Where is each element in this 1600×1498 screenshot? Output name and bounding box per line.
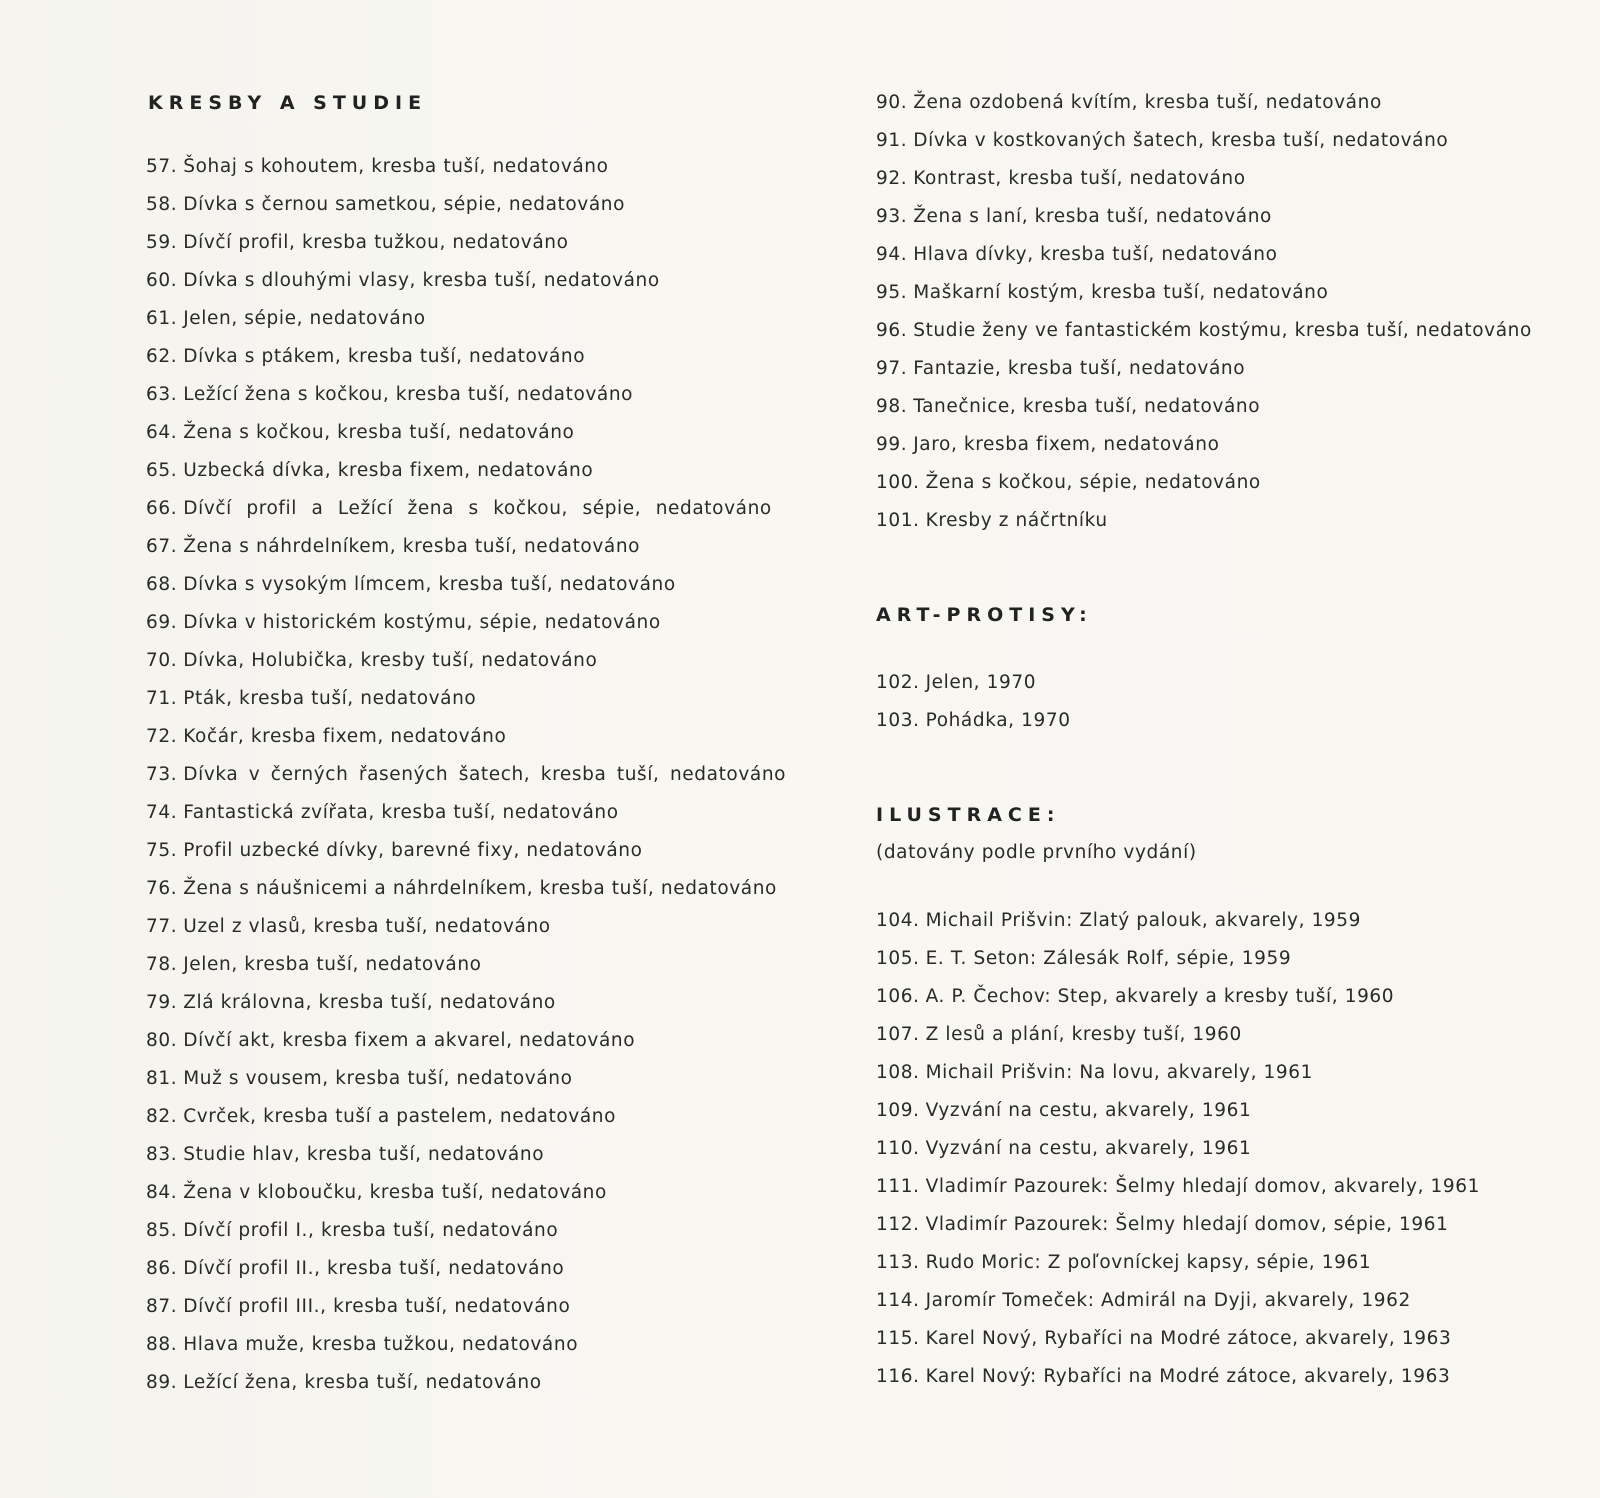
item-number: 59. xyxy=(146,232,178,253)
item-title: Hlava dívky, kresba tuší, nedatováno xyxy=(913,244,1278,265)
list-item xyxy=(876,502,1532,540)
item-number: 67. xyxy=(146,536,178,557)
item-title: Kontrast, kresba tuší, nedatováno xyxy=(913,168,1246,189)
list-item xyxy=(876,1244,1480,1282)
item-title: Hlava muže, kresba tužkou, nedatováno xyxy=(183,1334,579,1355)
item-number: 116. xyxy=(876,1366,920,1387)
item-title: Rudo Moric: Z poľovníckej kapsy, sépie, 1961 xyxy=(925,1252,1372,1273)
item-number: 110. xyxy=(876,1138,920,1159)
item-title: Fantastická zvířata, kresba tuší, nedatováno xyxy=(183,802,619,823)
list-item xyxy=(146,908,786,946)
item-title: Uzel z vlasů, kresba tuší, nedatováno xyxy=(183,916,551,937)
item-number: 108. xyxy=(876,1062,920,1083)
list-item xyxy=(146,528,786,566)
list-item xyxy=(146,186,786,224)
item-title: E. T. Seton: Zálesák Rolf, sépie, 1959 xyxy=(925,948,1292,969)
item-title: Dívka v kostkovaných šatech, kresba tuší, nedatováno xyxy=(913,130,1449,151)
item-number: 79. xyxy=(146,992,178,1013)
item-title: Žena s kočkou, sépie, nedatováno xyxy=(925,472,1261,493)
item-number: 97. xyxy=(876,358,908,379)
item-title: Profil uzbecké dívky, barevné fixy, nedatováno xyxy=(183,840,643,861)
item-number: 68. xyxy=(146,574,178,595)
list-item xyxy=(146,490,786,528)
ilustrace-note: (datovány podle prvního vydání) xyxy=(876,842,1197,863)
item-number: 89. xyxy=(146,1372,178,1393)
list-item xyxy=(146,1250,786,1288)
item-number: 81. xyxy=(146,1068,178,1089)
list-item xyxy=(146,680,786,718)
item-title: Kresby z náčrtníku xyxy=(925,510,1108,531)
item-number: 73. xyxy=(146,764,178,785)
item-number: 102. xyxy=(876,672,920,693)
item-title: Dívčí profil II., kresba tuší, nedatováno xyxy=(183,1258,565,1279)
list-item xyxy=(876,1320,1480,1358)
item-number: 104. xyxy=(876,910,920,931)
list-item xyxy=(146,1326,786,1364)
list-item xyxy=(146,262,786,300)
item-number: 62. xyxy=(146,346,178,367)
list-item xyxy=(146,1022,786,1060)
item-number: 66. xyxy=(146,498,178,519)
item-number: 96. xyxy=(876,320,908,341)
item-title: Dívka s ptákem, kresba tuší, nedatováno xyxy=(183,346,586,367)
item-number: 61. xyxy=(146,308,178,329)
list-item xyxy=(876,122,1532,160)
item-title: Vladimír Pazourek: Šelmy hledají domov, sépie, 1961 xyxy=(925,1214,1449,1235)
item-title: Vladimír Pazourek: Šelmy hledají domov, akvarely, 1961 xyxy=(925,1176,1481,1197)
heading-kresby-a-studie: KRESBY A STUDIE xyxy=(148,92,428,114)
item-number: 112. xyxy=(876,1214,920,1235)
item-title: Žena s kočkou, kresba tuší, nedatováno xyxy=(183,422,575,443)
list-item xyxy=(876,1092,1480,1130)
item-number: 82. xyxy=(146,1106,178,1127)
item-title: Dívka s dlouhými vlasy, kresba tuší, nedatováno xyxy=(183,270,660,291)
list-ilustrace xyxy=(876,902,1480,1396)
list-item xyxy=(146,642,786,680)
item-number: 91. xyxy=(876,130,908,151)
list-item xyxy=(146,1060,786,1098)
item-number: 99. xyxy=(876,434,908,455)
item-number: 83. xyxy=(146,1144,178,1165)
item-number: 58. xyxy=(146,194,178,215)
item-title: Dívčí profil I., kresba tuší, nedatováno xyxy=(183,1220,559,1241)
list-item xyxy=(146,1288,786,1326)
list-kresby-a-studie xyxy=(146,148,786,1402)
item-number: 74. xyxy=(146,802,178,823)
item-number: 64. xyxy=(146,422,178,443)
item-number: 98. xyxy=(876,396,908,417)
list-item xyxy=(146,1098,786,1136)
list-item xyxy=(876,940,1480,978)
item-title: Zlá královna, kresba tuší, nedatováno xyxy=(183,992,556,1013)
list-item xyxy=(876,426,1532,464)
item-title: Žena s náhrdelníkem, kresba tuší, nedatováno xyxy=(183,536,641,557)
list-item xyxy=(876,1168,1480,1206)
item-title: Studie hlav, kresba tuší, nedatováno xyxy=(183,1144,545,1165)
item-title: Michail Prišvin: Zlatý palouk, akvarely, 1959 xyxy=(925,910,1362,931)
list-item xyxy=(146,718,786,756)
list-item xyxy=(876,1130,1480,1168)
list-item xyxy=(146,300,786,338)
item-title: Z lesů a plání, kresby tuší, 1960 xyxy=(925,1024,1242,1045)
item-title: Vyzvání na cestu, akvarely, 1961 xyxy=(925,1138,1252,1159)
item-number: 92. xyxy=(876,168,908,189)
list-item xyxy=(876,350,1532,388)
list-item xyxy=(146,1212,786,1250)
list-item xyxy=(146,756,786,794)
item-title: Žena s laní, kresba tuší, nedatováno xyxy=(913,206,1272,227)
item-title: Michail Prišvin: Na lovu, akvarely, 1961 xyxy=(925,1062,1314,1083)
item-title: Dívka v historickém kostýmu, sépie, nedatováno xyxy=(183,612,661,633)
list-item xyxy=(876,702,1071,740)
item-title: Tanečnice, kresba tuší, nedatováno xyxy=(913,396,1261,417)
list-item xyxy=(146,984,786,1022)
item-title: Dívka, Holubička, kresby tuší, nedatováno xyxy=(183,650,598,671)
item-title: Jelen, kresba tuší, nedatováno xyxy=(183,954,482,975)
item-number: 60. xyxy=(146,270,178,291)
item-number: 85. xyxy=(146,1220,178,1241)
list-item xyxy=(876,1206,1480,1244)
item-title: Fantazie, kresba tuší, nedatováno xyxy=(913,358,1246,379)
list-item xyxy=(146,1364,786,1402)
item-title: Jaro, kresba fixem, nedatováno xyxy=(913,434,1220,455)
item-title: Karel Nový, Rybaříci na Modré zátoce, akvarely, 1963 xyxy=(925,1328,1452,1349)
item-title: Kočár, kresba fixem, nedatováno xyxy=(183,726,507,747)
item-title: Uzbecká dívka, kresba fixem, nedatováno xyxy=(183,460,594,481)
list-item xyxy=(146,338,786,376)
item-number: 72. xyxy=(146,726,178,747)
list-item xyxy=(146,604,786,642)
item-number: 63. xyxy=(146,384,178,405)
heading-art-protisy: ART-PROTISY: xyxy=(876,604,1093,626)
item-title: Žena v kloboučku, kresba tuší, nedatováno xyxy=(183,1182,607,1203)
item-number: 71. xyxy=(146,688,178,709)
item-title: Jelen, sépie, nedatováno xyxy=(183,308,426,329)
item-number: 115. xyxy=(876,1328,920,1349)
item-number: 100. xyxy=(876,472,920,493)
list-item xyxy=(146,870,786,908)
item-title: Dívčí akt, kresba fixem a akvarel, nedatováno xyxy=(183,1030,636,1051)
list-item xyxy=(876,464,1532,502)
list-kresby-continued xyxy=(876,84,1532,540)
item-title: Dívčí profil, kresba tužkou, nedatováno xyxy=(183,232,569,253)
heading-ilustrace: ILUSTRACE: xyxy=(876,804,1061,826)
item-number: 105. xyxy=(876,948,920,969)
item-number: 103. xyxy=(876,710,920,731)
item-number: 76. xyxy=(146,878,178,899)
item-title: Vyzvání na cestu, akvarely, 1961 xyxy=(925,1100,1252,1121)
item-title: Šohaj s kohoutem, kresba tuší, nedatováno xyxy=(183,156,609,177)
list-item xyxy=(876,978,1480,1016)
item-number: 88. xyxy=(146,1334,178,1355)
list-item xyxy=(876,1016,1480,1054)
list-item xyxy=(146,452,786,490)
list-item xyxy=(876,664,1071,702)
item-number: 57. xyxy=(146,156,178,177)
item-title: Ležící žena, kresba tuší, nedatováno xyxy=(183,1372,542,1393)
item-number: 84. xyxy=(146,1182,178,1203)
list-item xyxy=(876,198,1532,236)
item-number: 106. xyxy=(876,986,920,1007)
item-title: Žena ozdobená kvítím, kresba tuší, nedatováno xyxy=(913,92,1382,113)
list-item xyxy=(876,388,1532,426)
item-title: Maškarní kostým, kresba tuší, nedatováno xyxy=(913,282,1329,303)
list-item xyxy=(876,274,1532,312)
item-title: Jelen, 1970 xyxy=(925,672,1037,693)
list-item xyxy=(876,160,1532,198)
item-title: Ležící žena s kočkou, kresba tuší, nedatováno xyxy=(183,384,634,405)
item-title: Muž s vousem, kresba tuší, nedatováno xyxy=(183,1068,573,1089)
item-number: 87. xyxy=(146,1296,178,1317)
item-title: Dívka s černou sametkou, sépie, nedatováno xyxy=(183,194,626,215)
list-item xyxy=(146,1136,786,1174)
list-item xyxy=(146,946,786,984)
item-number: 109. xyxy=(876,1100,920,1121)
list-item xyxy=(876,1054,1480,1092)
item-number: 70. xyxy=(146,650,178,671)
list-item xyxy=(146,1174,786,1212)
item-number: 101. xyxy=(876,510,920,531)
item-title: Jaromír Tomeček: Admirál na Dyji, akvarely, 1962 xyxy=(925,1290,1411,1311)
item-number: 95. xyxy=(876,282,908,303)
item-number: 107. xyxy=(876,1024,920,1045)
list-item xyxy=(146,414,786,452)
item-title: Pohádka, 1970 xyxy=(925,710,1071,731)
list-item xyxy=(876,1282,1480,1320)
item-title: A. P. Čechov: Step, akvarely a kresby tuší, 1960 xyxy=(925,986,1395,1007)
item-number: 111. xyxy=(876,1176,920,1197)
list-art-protisy xyxy=(876,664,1071,740)
list-item xyxy=(146,794,786,832)
item-number: 94. xyxy=(876,244,908,265)
item-title: Dívčí profil a Ležící žena s kočkou, sépie, nedatováno xyxy=(183,498,772,519)
item-number: 113. xyxy=(876,1252,920,1273)
item-title: Studie ženy ve fantastickém kostýmu, kresba tuší, nedatováno xyxy=(913,320,1532,341)
item-title: Dívka v černých řasených šatech, kresba tuší, nedatováno xyxy=(183,764,787,785)
item-number: 80. xyxy=(146,1030,178,1051)
list-item xyxy=(146,224,786,262)
item-title: Karel Nový: Rybaříci na Modré zátoce, akvarely, 1963 xyxy=(925,1366,1451,1387)
list-item xyxy=(876,902,1480,940)
item-title: Pták, kresba tuší, nedatováno xyxy=(183,688,477,709)
item-number: 75. xyxy=(146,840,178,861)
list-item xyxy=(146,376,786,414)
item-number: 77. xyxy=(146,916,178,937)
item-title: Dívčí profil III., kresba tuší, nedatováno xyxy=(183,1296,571,1317)
list-item xyxy=(146,148,786,186)
item-number: 69. xyxy=(146,612,178,633)
item-number: 90. xyxy=(876,92,908,113)
item-number: 86. xyxy=(146,1258,178,1279)
list-item xyxy=(146,832,786,870)
item-title: Cvrček, kresba tuší a pastelem, nedatováno xyxy=(183,1106,617,1127)
list-item xyxy=(876,312,1532,350)
item-number: 65. xyxy=(146,460,178,481)
list-item xyxy=(876,84,1532,122)
list-item xyxy=(876,236,1532,274)
item-number: 93. xyxy=(876,206,908,227)
item-number: 78. xyxy=(146,954,178,975)
item-title: Dívka s vysokým límcem, kresba tuší, nedatováno xyxy=(183,574,676,595)
item-number: 114. xyxy=(876,1290,920,1311)
list-item xyxy=(876,1358,1480,1396)
item-title: Žena s náušnicemi a náhrdelníkem, kresba tuší, nedatováno xyxy=(183,878,777,899)
list-item xyxy=(146,566,786,604)
